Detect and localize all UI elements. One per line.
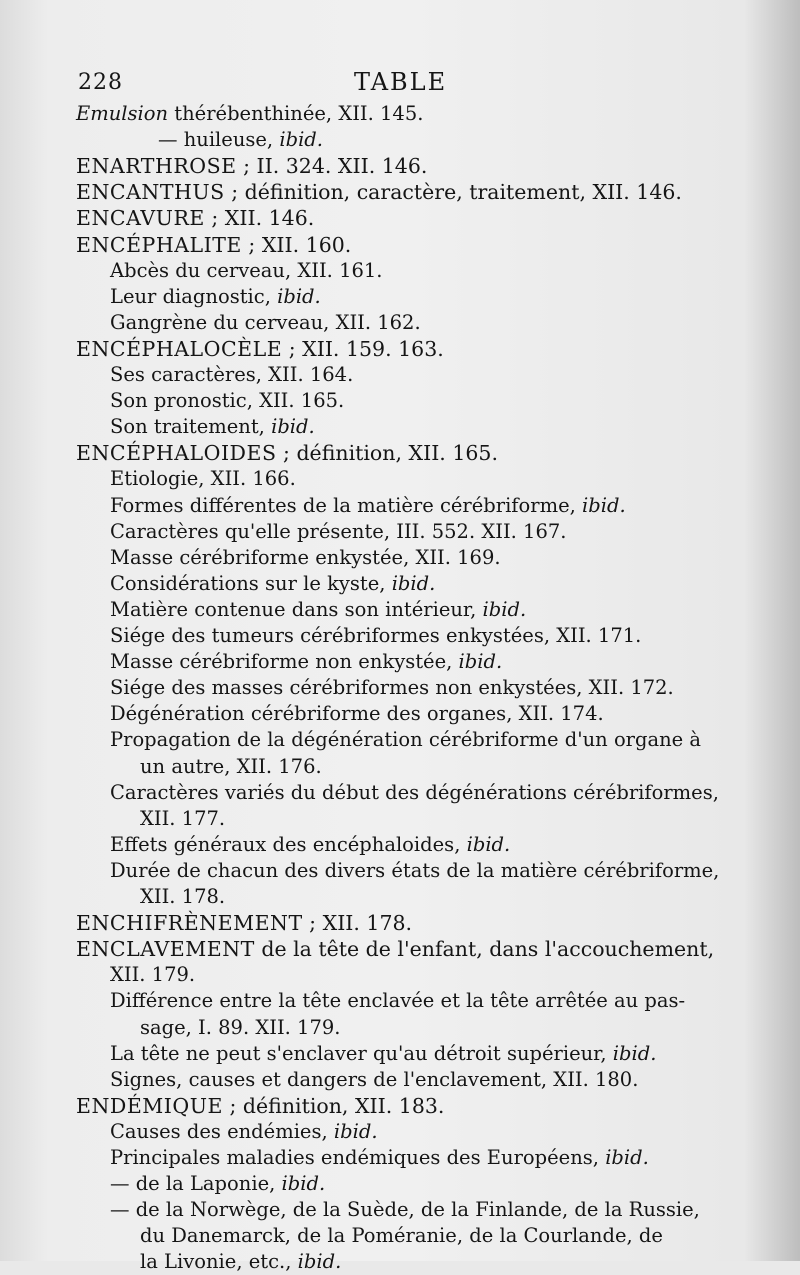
ibid-reference: ibid.	[297, 1250, 342, 1274]
ibid-reference: ibid.	[277, 284, 321, 308]
index-sub-entry	[110, 780, 719, 806]
index-sub-entry	[110, 675, 674, 701]
entry-references: Ses caractères, XII. 164.	[110, 363, 354, 386]
entry-references: Propagation de la dégénération cérébriforme d'un organe à	[110, 728, 702, 752]
ibid-reference: ibid.	[281, 1172, 326, 1196]
index-sub-entry	[140, 754, 322, 780]
index-sub-entry	[110, 414, 315, 440]
entry-references: Siége des tumeurs cérébriformes enkystées, XII. 171.	[110, 624, 642, 647]
ibid-reference: ibid.	[482, 597, 527, 621]
index-sub-entry	[110, 1119, 378, 1145]
index-main-entry	[76, 205, 314, 231]
entry-references: Siége des masses cérébriformes non enkystées, XII. 172.	[110, 676, 674, 700]
index-main-entry	[76, 910, 412, 936]
entry-heading: ENCÉPHALOCÈLE	[76, 336, 283, 361]
entry-references: XII. 177.	[140, 806, 226, 830]
index-sub-entry	[110, 701, 604, 727]
index-sub-entry	[110, 519, 566, 545]
entry-references: Leur diagnostic, ibid.	[110, 284, 321, 308]
index-sub-entry	[110, 1067, 638, 1093]
ibid-reference: ibid.	[333, 1119, 378, 1143]
entry-references: ; définition, XII. 165.	[276, 441, 498, 466]
entry-references: ; XII. 159. 163.	[282, 336, 444, 361]
index-main-entry	[76, 936, 714, 962]
entry-heading: ENCÉPHALITE	[76, 232, 242, 257]
entry-references: — de la Laponie, ibid.	[110, 1172, 326, 1196]
index-main-entry	[76, 232, 351, 258]
entry-references: Masse cérébriforme non enkystée, ibid.	[110, 650, 503, 674]
index-sub-entry	[110, 858, 719, 884]
index-sub-entry	[110, 493, 626, 519]
entry-references: Etiologie, XII. 166.	[110, 467, 296, 491]
index-sub-entry	[110, 388, 344, 414]
index-sub-entry	[158, 127, 323, 153]
entry-references: — de la Norwège, de la Suède, de la Finlande, de la Russie,	[110, 1198, 700, 1222]
ibid-reference: ibid.	[466, 832, 511, 856]
index-main-entry	[76, 336, 444, 362]
entry-references: un autre, XII. 176.	[140, 754, 322, 778]
index-sub-entry	[110, 545, 501, 571]
entry-references: thérébenthinée, XII. 145.	[168, 102, 424, 125]
ibid-reference: ibid.	[391, 571, 436, 595]
index-sub-entry	[110, 1041, 656, 1067]
entry-references: Gangrène du cerveau, XII. 162.	[110, 310, 421, 334]
entry-references: Signes, causes et dangers de l'enclavement, XII. 180.	[110, 1067, 639, 1091]
entry-references: Différence entre la tête enclavée et la tête arrêtée au pas-	[110, 989, 686, 1013]
entry-references: ; II. 324. XII. 146.	[236, 154, 428, 179]
index-sub-entry	[110, 649, 502, 675]
entry-references: Durée de chacun des divers états de la matière cérébriforme,	[110, 858, 720, 882]
index-main-entry	[76, 153, 427, 179]
index-sub-entry	[110, 988, 685, 1014]
index-sub-entry	[110, 623, 641, 649]
entry-references: ; définition, XII. 183.	[222, 1093, 445, 1118]
index-sub-entry	[140, 1249, 341, 1275]
index-sub-entry	[110, 727, 701, 753]
entry-references: XII. 178.	[140, 885, 226, 908]
page-header	[0, 66, 800, 102]
entry-references: Matière contenue dans son intérieur, ibid.	[110, 597, 527, 621]
ibid-reference: ibid.	[279, 128, 323, 152]
index-sub-entry	[110, 571, 435, 597]
entry-references: Formes différentes de la matière cérébriforme, ibid.	[110, 493, 626, 517]
index-sub-entry	[140, 1015, 340, 1041]
index-sub-entry	[110, 310, 421, 336]
entry-lead-word: Emulsion	[76, 102, 169, 125]
entry-references: ; XII. 178.	[302, 911, 413, 936]
entry-heading: ENCAVURE	[76, 206, 205, 231]
entry-references: de la tête de l'enfant, dans l'accouchement,	[254, 937, 715, 962]
entry-heading: ENCHIFRÈNEMENT	[76, 911, 303, 936]
index-main-entry	[76, 1093, 444, 1119]
index-main-entry	[76, 179, 682, 205]
ibid-reference: ibid.	[612, 1041, 657, 1065]
entry-references: ; XII. 146.	[204, 206, 315, 231]
ibid-reference: ibid.	[582, 493, 626, 517]
entry-references: du Danemarck, de la Poméranie, de la Courlande, de	[140, 1224, 663, 1248]
entry-heading: ENCLAVEMENT	[76, 937, 255, 962]
entry-references: Dégénération cérébriforme des organes, XII. 174.	[110, 702, 604, 726]
index-sub-entry	[140, 884, 225, 910]
entry-references: ; XII. 160.	[241, 232, 352, 257]
entry-heading: ENDÉMIQUE	[76, 1093, 223, 1118]
index-sub-entry	[110, 962, 195, 988]
ibid-reference: ibid.	[271, 415, 315, 439]
index-sub-entry	[110, 284, 321, 310]
entry-references: Effets généraux des encéphaloides, ibid.	[110, 832, 511, 856]
index-sub-entry	[76, 101, 423, 127]
ibid-reference: ibid.	[458, 650, 503, 674]
entry-references: Considérations sur le kyste, ibid.	[110, 571, 436, 595]
entry-references: Abcès du cerveau, XII. 161.	[110, 258, 383, 282]
index-sub-entry	[140, 1223, 663, 1249]
index-sub-entry	[110, 258, 383, 284]
entry-references: sage, I. 89. XII. 179.	[140, 1015, 341, 1039]
index-sub-entry	[110, 597, 526, 623]
index-sub-entry	[110, 832, 510, 858]
index-sub-entry	[140, 806, 225, 832]
entry-references: — huileuse, ibid.	[158, 128, 323, 152]
index-sub-entry	[110, 466, 296, 492]
entry-references: XII. 179.	[110, 963, 196, 987]
entry-references: ; définition, caractère, traitement, XII. 146.	[224, 180, 682, 205]
index-sub-entry	[110, 1145, 649, 1171]
entry-heading: ENARTHROSE	[76, 154, 237, 179]
index-sub-entry	[110, 1197, 700, 1223]
entry-references: Caractères qu'elle présente, III. 552. XII. 167.	[110, 519, 567, 543]
running-title: TABLE	[354, 68, 448, 96]
page-number: 228	[78, 70, 123, 95]
entry-heading: ENCANTHUS	[76, 180, 225, 205]
entry-references: Causes des endémies, ibid.	[110, 1119, 378, 1143]
index-main-entry	[76, 440, 498, 466]
entry-references: Son pronostic, XII. 165.	[110, 389, 345, 413]
entry-references: Masse cérébriforme enkystée, XII. 169.	[110, 545, 501, 569]
entry-references: la Livonie, etc., ibid.	[140, 1250, 342, 1274]
entry-references: La tête ne peut s'enclaver qu'au détroit supérieur, ibid.	[110, 1041, 657, 1065]
entry-references: Son traitement, ibid.	[110, 415, 315, 439]
entry-heading: ENCÉPHALOIDES	[76, 441, 277, 466]
index-sub-entry	[110, 1171, 325, 1197]
entry-references: Principales maladies endémiques des Européens, ibid.	[110, 1146, 649, 1169]
index-sub-entry	[110, 362, 353, 388]
ibid-reference: ibid.	[605, 1146, 649, 1169]
entry-references: Caractères variés du début des dégénérations cérébriformes,	[110, 780, 719, 804]
